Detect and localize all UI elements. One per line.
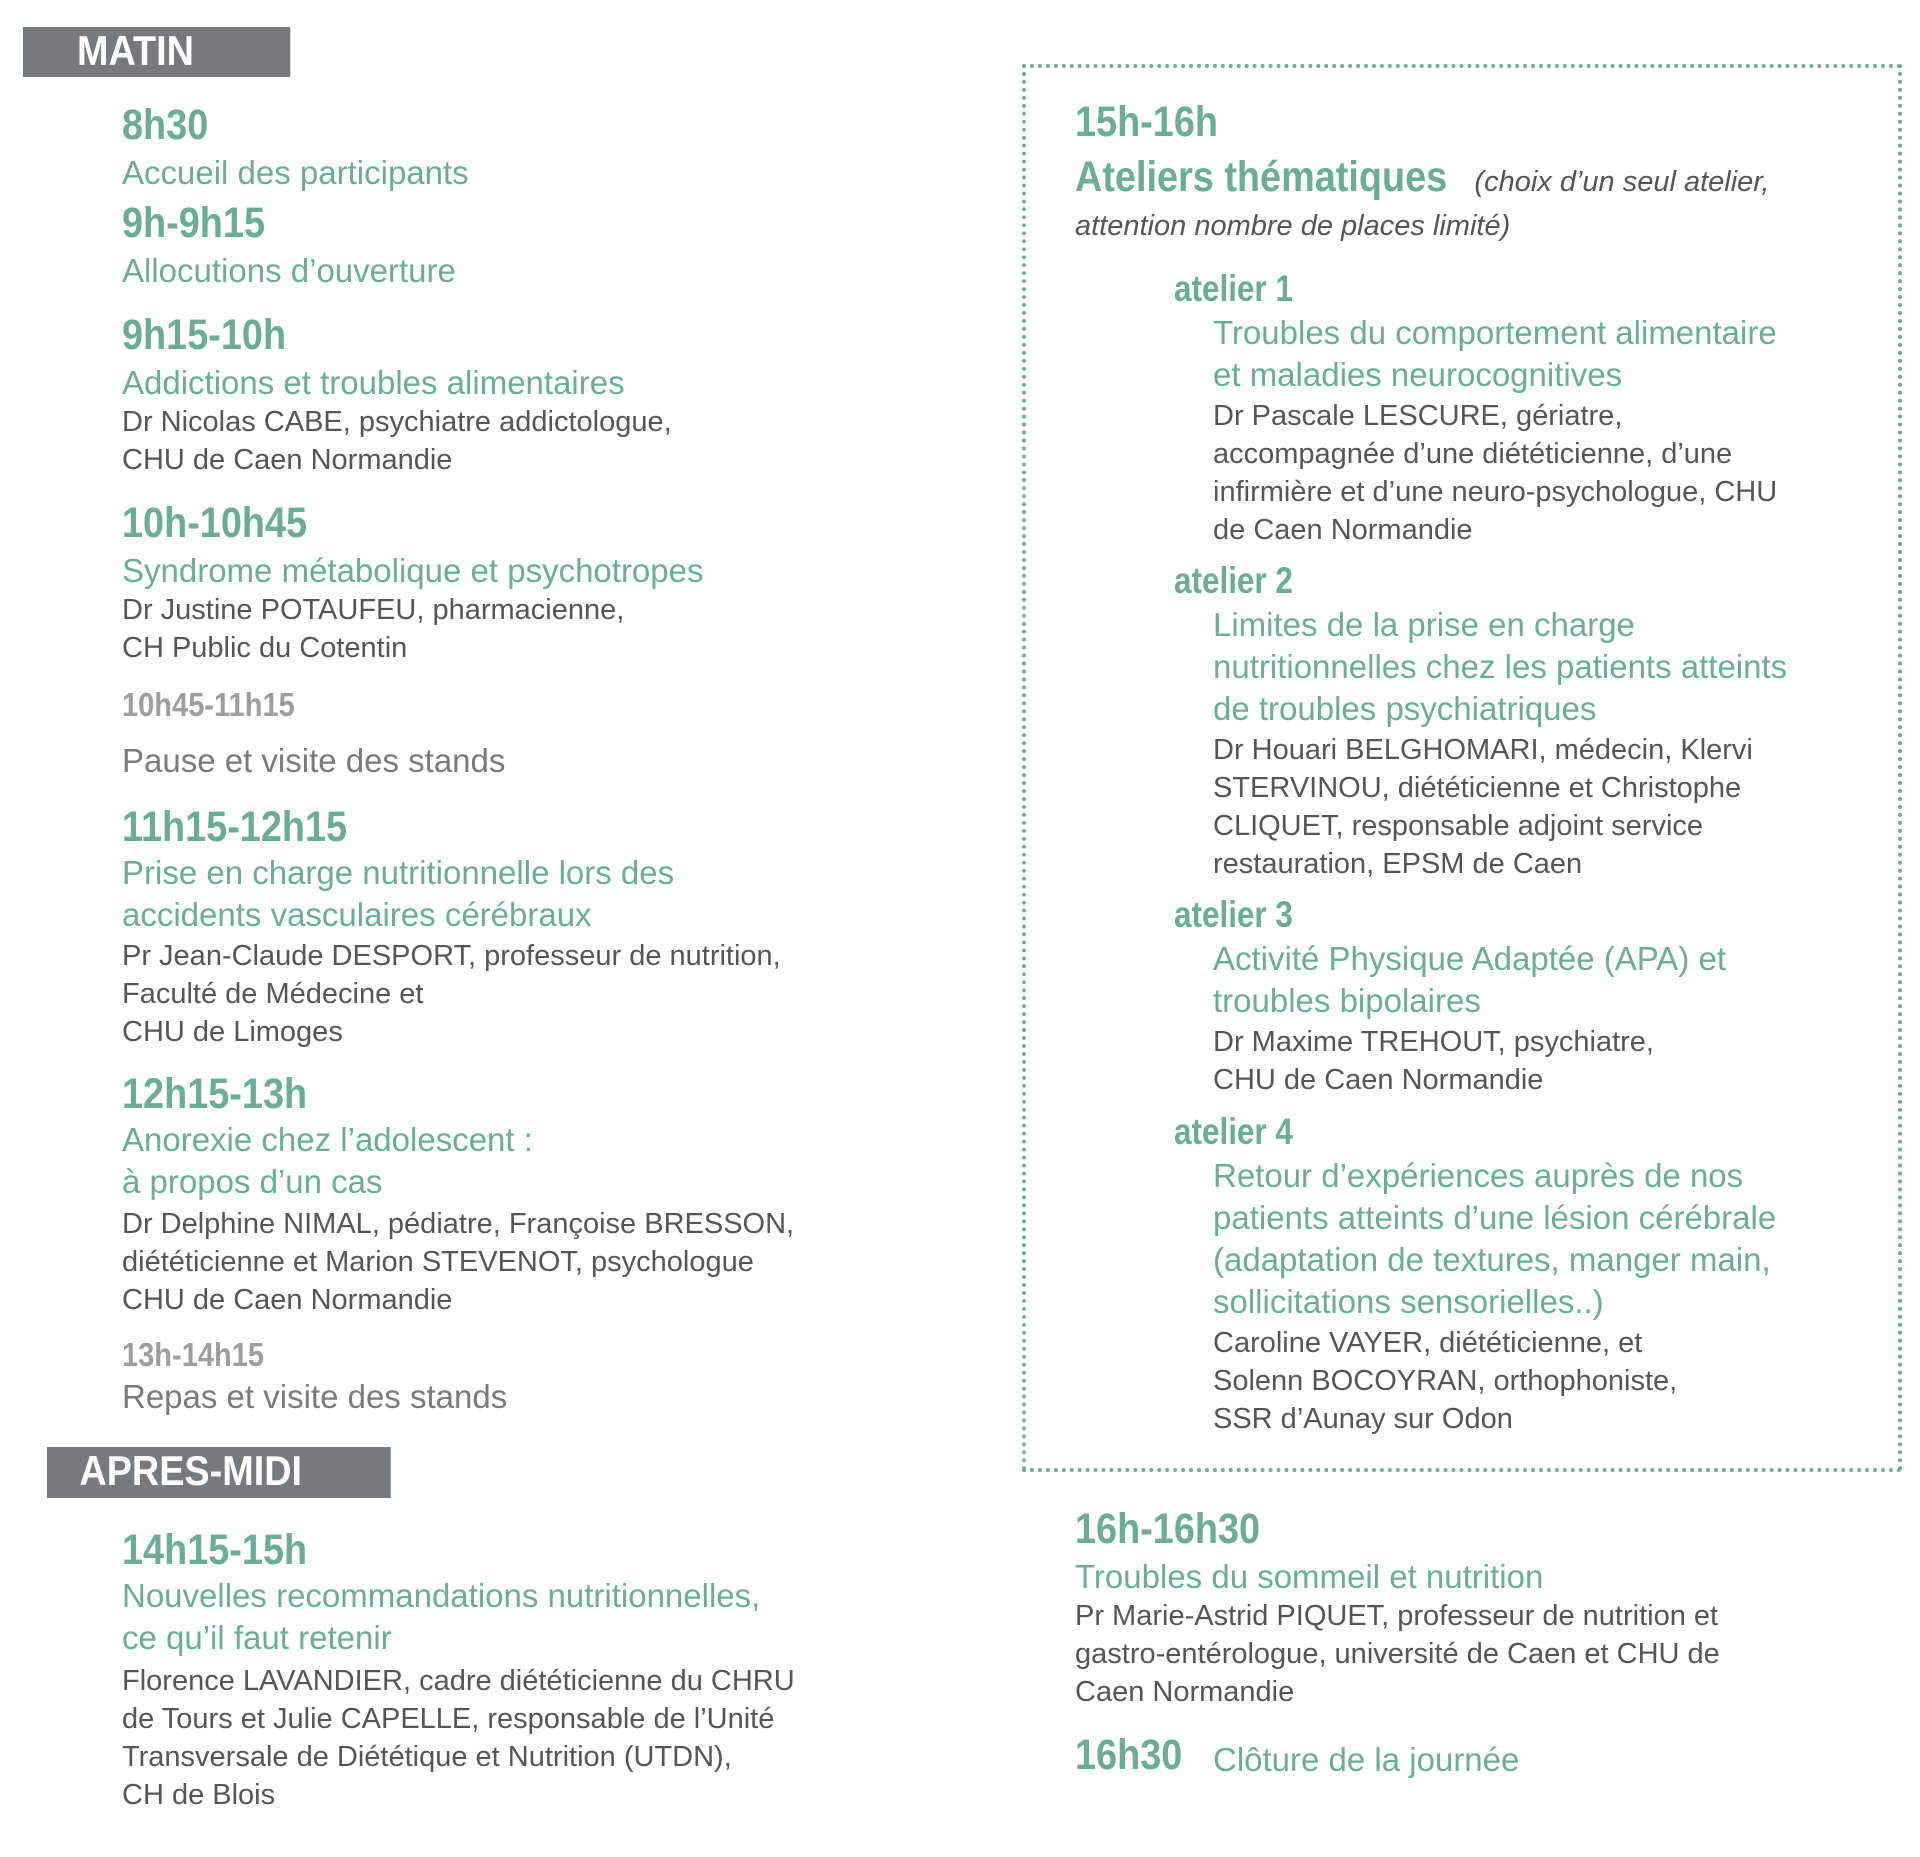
session-time: 14h15-15h	[122, 1526, 308, 1574]
atelier-label: atelier 2	[1174, 560, 1293, 601]
atelier-label: atelier 1	[1174, 268, 1293, 309]
workshops-note-cont: attention nombre de places limité)	[1075, 210, 1511, 242]
break-title: Pause et visite des stands	[122, 742, 506, 779]
session-title: Anorexie chez l’adolescent : à propos d’un cas	[122, 1121, 533, 1200]
workshops-title: Ateliers thématiques	[1075, 153, 1448, 201]
session-time: 10h-10h45	[122, 499, 308, 547]
session-speaker: Dr Nicolas CABE, psychiatre addictologue, CHU de Caen Normandie	[122, 406, 672, 476]
atelier-speaker: Dr Pascale LESCURE, gériatre, accompagnée d’une diététicienne, d’une infirmière et d’une neuro-psychologue, CHU de Caen Normandie	[1213, 400, 1778, 546]
break-time: 10h45-11h15	[122, 686, 295, 723]
session-title: Accueil des participants	[122, 154, 469, 191]
atelier-speaker: Dr Houari BELGHOMARI, médecin, Klervi STERVINOU, diététicienne et Christophe CLIQUET, responsable adjoint service restauration, EPSM de Caen	[1213, 734, 1753, 880]
workshops-time: 15h-16h	[1075, 98, 1219, 146]
session-title: Syndrome métabolique et psychotropes	[122, 552, 704, 589]
session-speaker: Dr Delphine NIMAL, pédiatre, Françoise BRESSON, diététicienne et Marion STEVENOT, psychologue CHU de Caen Normandie	[122, 1208, 795, 1316]
session-time: 16h-16h30	[1075, 1505, 1261, 1553]
workshops-heading	[1075, 153, 1770, 201]
session-time: 9h-9h15	[122, 199, 266, 247]
atelier-title: Activité Physique Adaptée (APA) et troubles bipolaires	[1213, 940, 1726, 1019]
session-time: 12h15-13h	[122, 1070, 308, 1118]
section-header-afternoon: APRES-MIDI	[47, 1447, 391, 1498]
session-time: 9h15-10h	[122, 311, 287, 359]
session-speaker: Florence LAVANDIER, cadre diététicienne du CHRU de Tours et Julie CAPELLE, responsable de l’Unité Transversale de Diététique et Nutrition (UTDN), CH de Blois	[122, 1665, 795, 1811]
session-title: Prise en charge nutritionnelle lors des accidents vasculaires cérébraux	[122, 854, 675, 933]
session-title: Troubles du sommeil et nutrition	[1075, 1558, 1544, 1595]
atelier-speaker: Dr Maxime TREHOUT, psychiatre, CHU de Caen Normandie	[1213, 1026, 1654, 1096]
section-header-morning: MATIN	[23, 27, 290, 77]
session-title: Addictions et troubles alimentaires	[122, 364, 625, 401]
workshops-note: (choix d’un seul atelier,	[1474, 166, 1770, 198]
atelier-title: Limites de la prise en charge nutritionnelles chez les patients atteints de troubles psychiatriques	[1213, 606, 1788, 727]
session-time: 11h15-12h15	[122, 803, 348, 851]
session-speaker: Dr Justine POTAUFEU, pharmacienne, CH Public du Cotentin	[122, 594, 625, 664]
session-time: 8h30	[122, 101, 209, 149]
closing-time: 16h30	[1075, 1731, 1183, 1779]
atelier-title: Retour d’expériences auprès de nos patients atteints d’une lésion cérébrale (adaptation de textures, manger main, sollicitations sensorielles..)	[1213, 1157, 1777, 1320]
break-time: 13h-14h15	[122, 1336, 265, 1373]
atelier-label: atelier 3	[1174, 894, 1293, 935]
atelier-label: atelier 4	[1174, 1111, 1293, 1152]
break-title: Repas et visite des stands	[122, 1378, 508, 1415]
session-title: Nouvelles recommandations nutritionnelles, ce qu’il faut retenir	[122, 1577, 761, 1656]
session-speaker: Pr Jean-Claude DESPORT, professeur de nutrition, Faculté de Médecine et CHU de Limoges	[122, 940, 781, 1048]
closing-title: Clôture de la journée	[1213, 1741, 1520, 1778]
session-title: Allocutions d’ouverture	[122, 252, 456, 289]
atelier-title: Troubles du comportement alimentaire et maladies neurocognitives	[1213, 314, 1777, 393]
session-speaker: Pr Marie-Astrid PIQUET, professeur de nutrition et gastro-entérologue, université de Caen et CHU de Caen Normandie	[1075, 1600, 1720, 1708]
atelier-speaker: Caroline VAYER, diététicienne, et Solenn BOCOYRAN, orthophoniste, SSR d’Aunay sur Odon	[1213, 1327, 1678, 1435]
